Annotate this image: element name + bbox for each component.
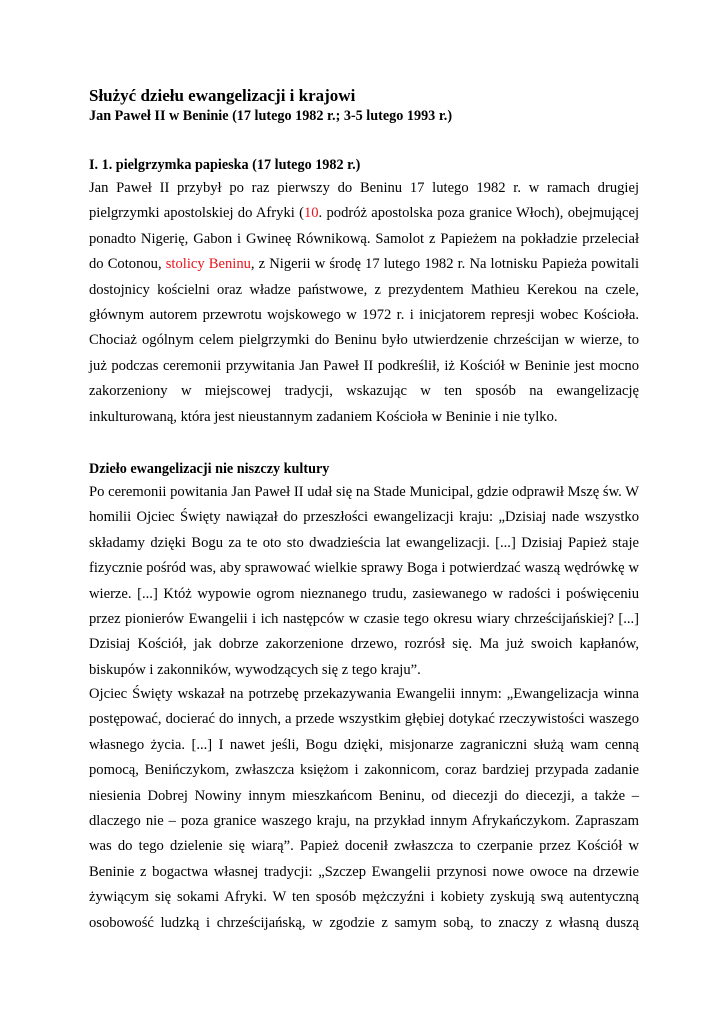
text-line: pomocą, Benińczykom, zwłaszcza księżom i zakonnicom, coraz bardziej przypada zadanie: [89, 762, 639, 779]
document-title: Służyć dziełu ewangelizacji i krajowi: [89, 86, 356, 105]
text-line: głównym autorem przewrotu wojskowego w 1972 r. i inicjatorem represji wobec Kościoła.: [89, 306, 639, 323]
text-line: już podczas ceremonii przywitania Jan Paweł II podkreślił, iż Kościół w Beninie jest mocno: [89, 357, 639, 374]
link-trip-number[interactable]: 10: [303, 205, 319, 222]
text-fragment: do Cotonou,: [89, 256, 166, 273]
paragraph-mission: [89, 682, 639, 936]
text-line: Jan Paweł II przybył po raz pierwszy do Beninu 17 lutego 1982 r. w ramach drugiej: [89, 180, 639, 196]
link-capital-benin[interactable]: stolicy Beninu: [165, 256, 251, 273]
text-line: niesienia Dobrej Nowiny innym mieszkańcom Beninu, od diecezji do diecezji, a także –: [89, 787, 639, 804]
text-line: [89, 252, 639, 277]
text-line: Beninie z bogactwa własnej tradycji: „Szczep Ewangelii przynosi nowe owoce na drzewie: [89, 863, 639, 880]
text-line: wierze. [...] Któż wypowie ogrom nieznanego trudu, zasiewanego w radości i poświęceniu: [89, 585, 639, 602]
text-line: przez pionierów Ewangelii i ich następców w czasie tego okresu wiary chrześcijańskiej? [...]: [89, 610, 639, 627]
text-line: homilii Ojciec Święty nawiązał do przeszłości ewangelizacji kraju: „Dzisiaj nade wszystko: [89, 509, 639, 526]
text-line: Ojciec Święty wskazał na potrzebę przekazywania Ewangelii innym: „Ewangelizacja winna: [89, 686, 639, 702]
paragraph-homily: [89, 480, 639, 683]
text-line: żywiącym się sokami Afryki. W ten sposób mężczyźni i kobiety zyskują swą autentyczną: [89, 889, 639, 906]
text-line: Po ceremonii powitania Jan Paweł II udał się na Stade Municipal, gdzie odprawił Mszę św. W: [89, 484, 639, 500]
text-line: ponadto Nigerię, Gabon i Gwineę Równikową. Samolot z Papieżem na pokładzie przeleciał: [89, 230, 639, 247]
document-subtitle: Jan Paweł II w Beninie (17 lutego 1982 r.; 3-5 lutego 1993 r.): [89, 108, 453, 124]
text-line: osobowość ludzką i chrześcijańską, w zgodzie z samym sobą, to znaczy z własną duszą: [89, 914, 639, 931]
text-line: Chociaż ogólnym celem pielgrzymki do Beninu było utwierdzenie chrześcijan w wierze, to: [89, 332, 639, 349]
text-line: Dzisiaj Kościół, jak dobrze zakorzenione drzewo, rozrósł się. Ma już swoich kapłanów,: [89, 636, 639, 653]
text-fragment: pielgrzymki apostolskiej do Afryki (: [89, 205, 304, 222]
text-line: własnego życia. [...] I nawet jeśli, Bogu dzięki, misjonarze zagraniczni służą wam cenną: [89, 736, 639, 753]
section-heading-evangelization: Dzieło ewangelizacji nie niszczy kultury: [89, 461, 330, 477]
text-line: postępować, docierać do innych, a przede wszystkim głębiej dotykać rzeczywistości waszego: [89, 711, 639, 728]
text-line: was do tego dzielenie się wiarą”. Papież docenił zwłaszcza to czerpanie przez Kościół w: [89, 838, 639, 855]
text-line: dlaczego nie – poza granice waszego kraju, na przykład innym Afrykańczykom. Zapraszam: [89, 812, 639, 829]
text-fragment: . podróż apostolska poza granice Włoch), obejmującej: [318, 205, 640, 222]
paragraph-pilgrimage: [89, 176, 639, 430]
text-line: fizycznie pośród was, aby sprawować wielkie sprawy Boga i potwierdzać waszą wędrówkę w: [89, 560, 639, 577]
text-line: inkulturowaną, która jest nieustannym zadaniem Kościoła w Beninie i nie tylko.: [89, 408, 558, 425]
section-heading-pilgrimage: I. 1. pielgrzymka papieska (17 lutego 1982 r.): [89, 157, 361, 173]
text-line: biskupów i zakonników, wywodzących się z tego kraju”.: [89, 661, 421, 678]
text-line: zakorzeniony w miejscowej tradycji, wskazując w ten sposób na ewangelizację: [89, 383, 639, 400]
text-line: [89, 201, 639, 226]
text-line: składamy dzięki Bogu za te oto sto dwadzieścia lat ewangelizacji. [...] Dzisiaj Papież staje: [89, 534, 639, 551]
text-fragment: , z Nigerii w środę 17 lutego 1982 r. Na lotnisku Papieża powitali: [250, 256, 640, 273]
text-line: dostojnicy kościelni oraz władze państwowe, z prezydentem Mathieu Kerekou na czele,: [89, 281, 639, 298]
